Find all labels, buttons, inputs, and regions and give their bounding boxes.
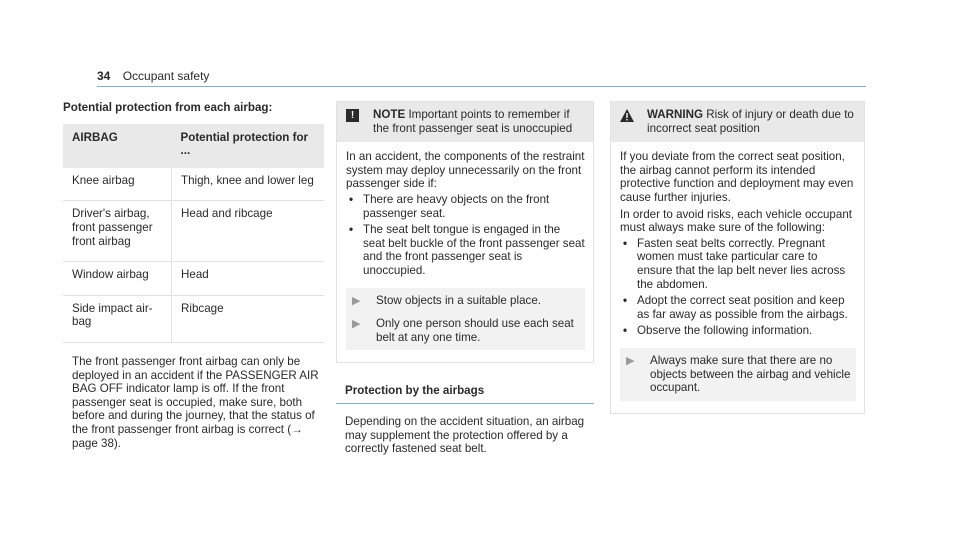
action-arrow-icon: ▶ xyxy=(626,354,635,367)
note-actions xyxy=(346,288,585,351)
exclamation-icon: ! xyxy=(346,109,359,122)
warning-box xyxy=(610,101,865,414)
protection-cell: Head xyxy=(172,262,325,296)
airbag-cell: Side impact air-bag xyxy=(63,295,172,342)
warning-paragraph-1: If you deviate from the correct seat position, the airbag cannot perform its intended protective function and deployment may even cause further injuries. xyxy=(620,150,854,204)
airbag-protection-column xyxy=(63,101,324,450)
action-item: ▶ Only one person should use each seat belt at any one time. xyxy=(352,317,574,344)
airbag-protection-heading: Potential protection from each airbag: xyxy=(63,101,273,114)
note-intro: In an accident, the components of the restraint system may deploy unnecessarily on the front passenger side if: xyxy=(346,150,585,191)
warning-header xyxy=(611,102,864,142)
table-row xyxy=(63,262,324,296)
table-row xyxy=(63,295,324,342)
list-item: • The seat belt tongue is engaged in the seat belt buckle of the front passenger seat and the front passenger seat is unoccupied. xyxy=(349,223,585,277)
column-header-airbag: AIRBAG xyxy=(63,124,172,168)
page-number: 34 xyxy=(97,69,111,83)
bullet-icon: • xyxy=(623,294,628,308)
airbag-cell: Driver's airbag, front passenger front airbag xyxy=(63,201,172,262)
header-divider xyxy=(97,86,866,87)
bullet-icon: • xyxy=(623,324,628,338)
warning-bullet-list xyxy=(620,237,856,338)
action-arrow-icon: ▶ xyxy=(352,318,361,331)
page-header xyxy=(97,70,209,84)
note-header xyxy=(337,102,593,142)
column-header-protection: Potential protection for ... xyxy=(172,124,325,168)
protection-by-airbags-paragraph: Depending on the accident situation, an airbag may supplement the protection offered by a correctly fastened seat belt. xyxy=(345,414,585,456)
bullet-icon: • xyxy=(623,236,628,250)
warning-triangle-icon xyxy=(620,109,634,126)
action-item: ▶ Always make sure that there are no objects between the airbag and vehicle occupant. xyxy=(626,353,851,395)
note-bullet-list xyxy=(346,193,585,278)
note-body xyxy=(337,142,593,362)
airbag-cell: Knee airbag xyxy=(63,168,172,201)
warning-actions xyxy=(620,348,856,401)
protection-cell: Thigh, knee and lower leg xyxy=(172,168,325,201)
section-title: Occupant safety xyxy=(122,69,210,83)
warning-column xyxy=(610,101,865,414)
note-box xyxy=(336,101,594,363)
list-item: • Adopt the correct seat position and keep as far away as possible from the airbags. xyxy=(623,294,848,321)
protection-by-airbags-heading: Protection by the airbags xyxy=(345,384,485,398)
note-column xyxy=(336,101,594,456)
bullet-icon: • xyxy=(349,223,354,237)
warning-paragraph-2: In order to avoid risks, each vehicle occupant must always make sure of the following: xyxy=(620,207,852,235)
airbag-cell: Window airbag xyxy=(63,262,172,296)
note-title: Important points to remember if the front passenger seat is unoccupied xyxy=(373,108,573,135)
airbag-protection-table xyxy=(63,124,324,343)
list-item: • Observe the following information. xyxy=(623,324,813,338)
passenger-airbag-paragraph: The front passenger front airbag can only be deployed in an accident if the PASSENGER AIR BAG OFF indicator lamp is off. If the front passenger seat is occupied, make sure, both before and during the journey, that the status of the front passenger front airbag is correct (→ page 38). xyxy=(72,354,319,450)
subheading-divider xyxy=(336,403,594,404)
note-label: NOTE xyxy=(373,108,406,121)
list-item: • Fasten seat belts correctly. Pregnant women must take particular care to ensure that the lap belt never lies across the abdomen. xyxy=(623,236,846,291)
warning-label: WARNING xyxy=(647,108,704,121)
action-item: ▶ Stow objects in a suitable place. xyxy=(352,293,541,307)
warning-title: Risk of injury or death due to incorrect seat position xyxy=(647,108,854,135)
table-row xyxy=(63,201,324,262)
list-item: • There are heavy objects on the front passenger seat. xyxy=(349,192,550,220)
action-arrow-icon: ▶ xyxy=(352,294,361,307)
protection-cell: Head and ribcage xyxy=(172,201,325,262)
bullet-icon: • xyxy=(349,192,354,206)
table-row xyxy=(63,168,324,201)
protection-cell: Ribcage xyxy=(172,295,325,342)
table-header-row xyxy=(63,124,324,168)
warning-body xyxy=(611,142,864,413)
